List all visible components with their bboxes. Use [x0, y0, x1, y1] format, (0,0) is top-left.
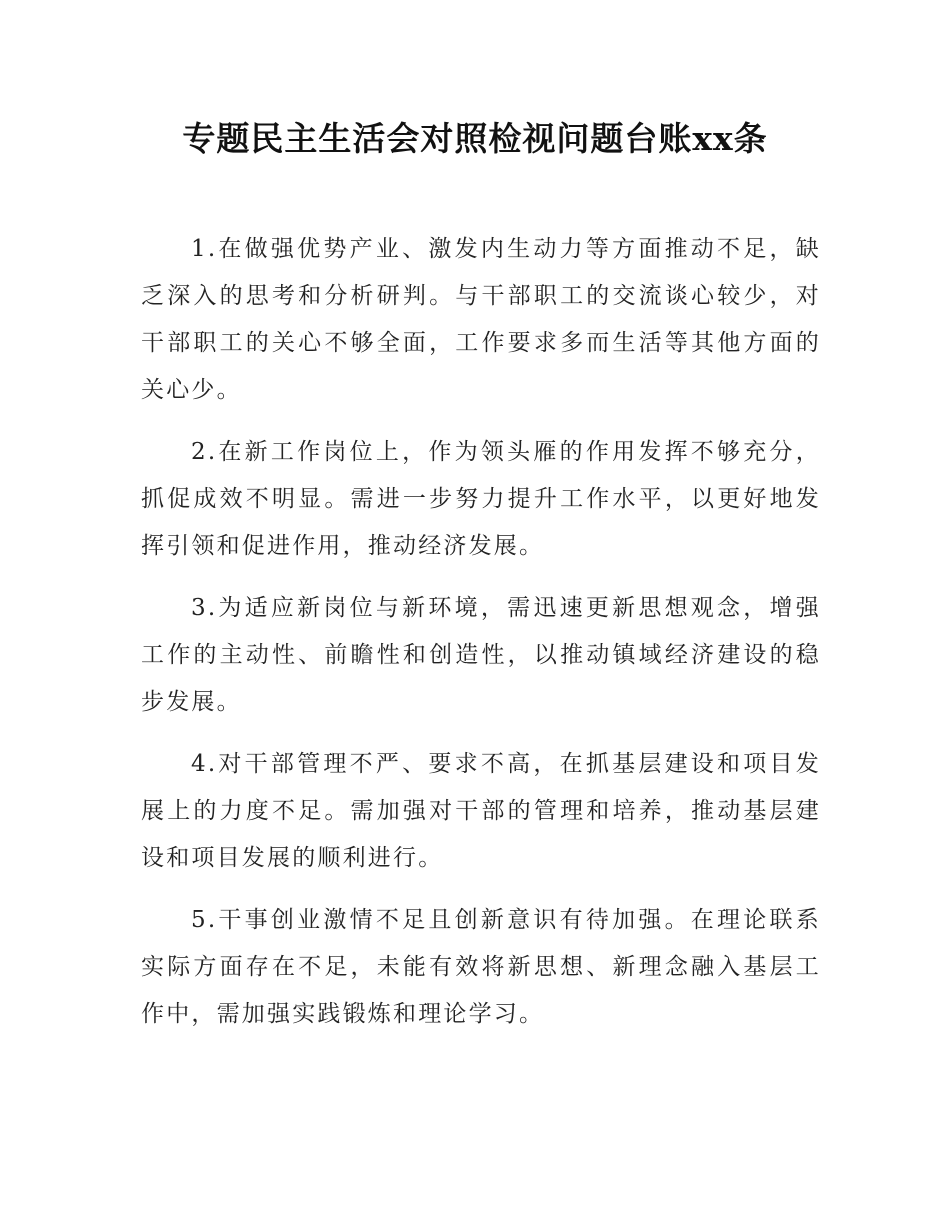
paragraph-item-4: 4.对干部管理不严、要求不高，在抓基层建设和项目发展上的力度不足。需加强对干部的管理和培养，推动基层建设和项目发展的顺利进行。: [141, 751, 821, 871]
paragraph-item-2: 2.在新工作岗位上，作为领头雁的作用发挥不够充分，抓促成效不明显。需进一步努力提升工作水平，以更好地发挥引领和促进作用，推动经济发展。: [141, 439, 821, 559]
document-title: 专题民主生活会对照检视问题台账xx条: [182, 119, 768, 158]
document-body: [141, 226, 821, 1053]
paragraph-item-3: 3.为适应新岗位与新环境，需迅速更新思想观念，增强工作的主动性、前瞻性和创造性，以推动镇域经济建设的稳步发展。: [141, 595, 821, 715]
paragraph-item-1: 1.在做强优势产业、激发内生动力等方面推动不足，缺乏深入的思考和分析研判。与干部职工的交流谈心较少，对干部职工的关心不够全面，工作要求多而生活等其他方面的关心少。: [141, 236, 821, 403]
paragraph-item-5: 5.干事创业激情不足且创新意识有待加强。在理论联系实际方面存在不足，未能有效将新思想、新理念融入基层工作中，需加强实践锻炼和理论学习。: [141, 907, 821, 1027]
